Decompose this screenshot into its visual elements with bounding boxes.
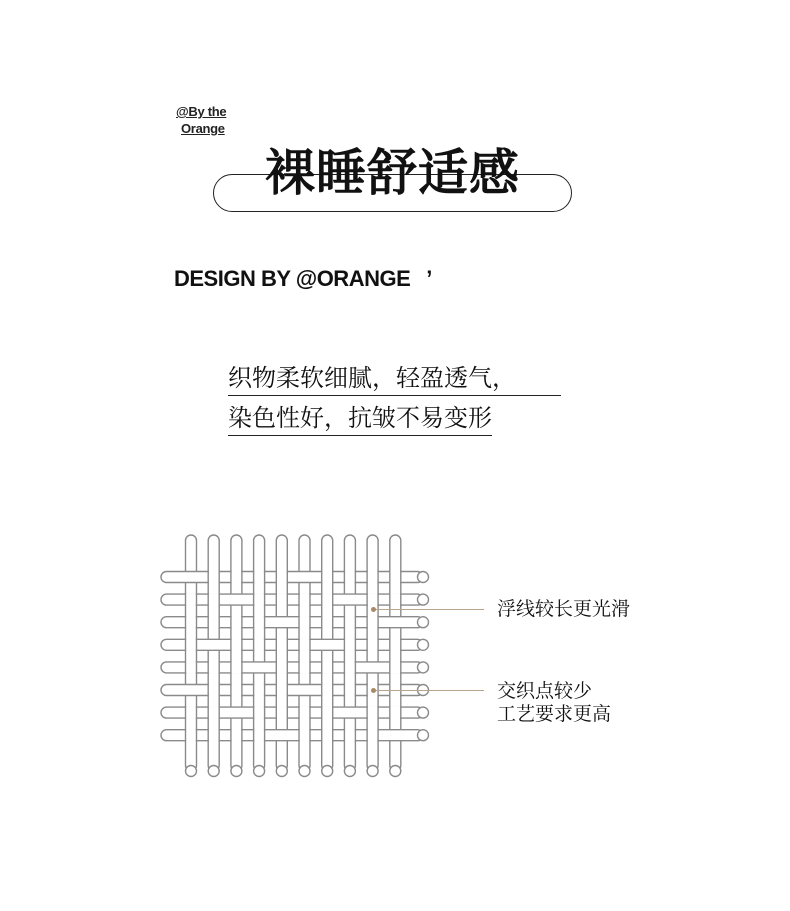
warp-end: [254, 766, 265, 777]
warp-float: [186, 661, 196, 674]
brand-line-2: Orange: [181, 121, 225, 136]
warp-float: [300, 729, 310, 742]
warp-float: [322, 593, 332, 606]
design-credit-quote: ’: [426, 266, 432, 291]
warp-float: [277, 684, 287, 697]
warp-float: [300, 661, 310, 674]
weft-end: [418, 639, 429, 650]
warp-float: [322, 706, 332, 719]
warp-float: [186, 706, 196, 719]
warp-float: [254, 684, 264, 697]
warp-float: [232, 684, 242, 697]
warp-end: [208, 766, 219, 777]
weft-end: [418, 707, 429, 718]
warp-end: [390, 766, 401, 777]
warp-float: [300, 616, 310, 629]
warp-float: [254, 706, 264, 719]
warp-float: [232, 571, 242, 584]
weft-thread: [161, 572, 423, 583]
weft-thread: [161, 707, 423, 718]
warp-end: [299, 766, 310, 777]
warp-float: [254, 729, 264, 742]
warp-end: [344, 766, 355, 777]
warp-float: [391, 661, 401, 674]
warp-float: [345, 729, 355, 742]
warp-float: [300, 706, 310, 719]
warp-float: [300, 593, 310, 606]
warp-float: [209, 661, 219, 674]
warp-float: [345, 638, 355, 651]
warp-float: [186, 593, 196, 606]
callout-2-line-2: 工艺要求更高: [497, 703, 612, 725]
weft-end: [418, 617, 429, 628]
warp-float: [368, 616, 378, 629]
warp-float: [277, 593, 287, 606]
warp-float: [368, 638, 378, 651]
description-line-2: 染色性好，抗皱不易变形: [228, 404, 492, 436]
warp-float: [232, 729, 242, 742]
brand-mark: [176, 103, 226, 137]
warp-float: [322, 729, 332, 742]
warp-float: [254, 571, 264, 584]
warp-float: [345, 571, 355, 584]
weft-end: [418, 572, 429, 583]
callout-2-line-1: 交织点较少: [497, 680, 593, 702]
warp-end: [367, 766, 378, 777]
warp-float: [254, 638, 264, 651]
warp-float: [209, 729, 219, 742]
weft-thread: [161, 639, 423, 650]
weft-end: [418, 662, 429, 673]
warp-float: [232, 661, 242, 674]
weave-diagram: [155, 527, 435, 782]
warp-float: [391, 571, 401, 584]
weft-threads: [161, 572, 429, 741]
callout-smooth-float: [497, 598, 630, 621]
warp-end: [186, 766, 197, 777]
warp-float: [254, 593, 264, 606]
warp-float: [345, 684, 355, 697]
warp-float: [209, 616, 219, 629]
warp-float: [209, 684, 219, 697]
warp-end: [322, 766, 333, 777]
warp-float: [322, 571, 332, 584]
callout-leader-2: [374, 690, 484, 691]
warp-float: [368, 729, 378, 742]
warp-float: [368, 706, 378, 719]
warp-float: [254, 616, 264, 629]
warp-float: [368, 571, 378, 584]
warp-float: [186, 638, 196, 651]
weft-thread: [161, 662, 423, 673]
warp-float: [277, 661, 287, 674]
weft-end: [418, 730, 429, 741]
warp-float: [368, 593, 378, 606]
callout-dot-1: [371, 607, 376, 612]
design-credit-text: DESIGN BY @ORANGE: [174, 266, 411, 291]
warp-end: [276, 766, 287, 777]
warp-end: [231, 766, 242, 777]
warp-float: [345, 616, 355, 629]
callout-1-line-1: 浮线较长更光滑: [497, 598, 631, 620]
warp-float: [209, 593, 219, 606]
warp-float: [322, 684, 332, 697]
warp-float: [277, 706, 287, 719]
page-title: 裸睡舒适感: [265, 144, 520, 202]
warp-float: [186, 729, 196, 742]
warp-float: [322, 616, 332, 629]
weft-thread: [161, 594, 423, 605]
warp-float: [322, 661, 332, 674]
weft-end: [418, 594, 429, 605]
warp-float: [300, 638, 310, 651]
warp-float: [186, 616, 196, 629]
description-line-1: 织物柔软细腻，轻盈透气，: [228, 364, 561, 396]
callout-leader-1: [374, 609, 484, 610]
brand-line-1: @By the: [176, 104, 227, 119]
warp-float: [391, 706, 401, 719]
warp-float: [232, 638, 242, 651]
warp-float: [391, 593, 401, 606]
warp-float: [345, 661, 355, 674]
callout-dot-2: [371, 688, 376, 693]
warp-float: [209, 571, 219, 584]
callout-interlace-points: [497, 680, 611, 726]
warp-float: [277, 571, 287, 584]
warp-float: [391, 638, 401, 651]
warp-float: [277, 638, 287, 651]
warp-float: [209, 706, 219, 719]
weft-thread: [161, 730, 423, 741]
warp-float: [232, 616, 242, 629]
design-credit: [174, 266, 432, 292]
weft-thread: [161, 617, 423, 628]
